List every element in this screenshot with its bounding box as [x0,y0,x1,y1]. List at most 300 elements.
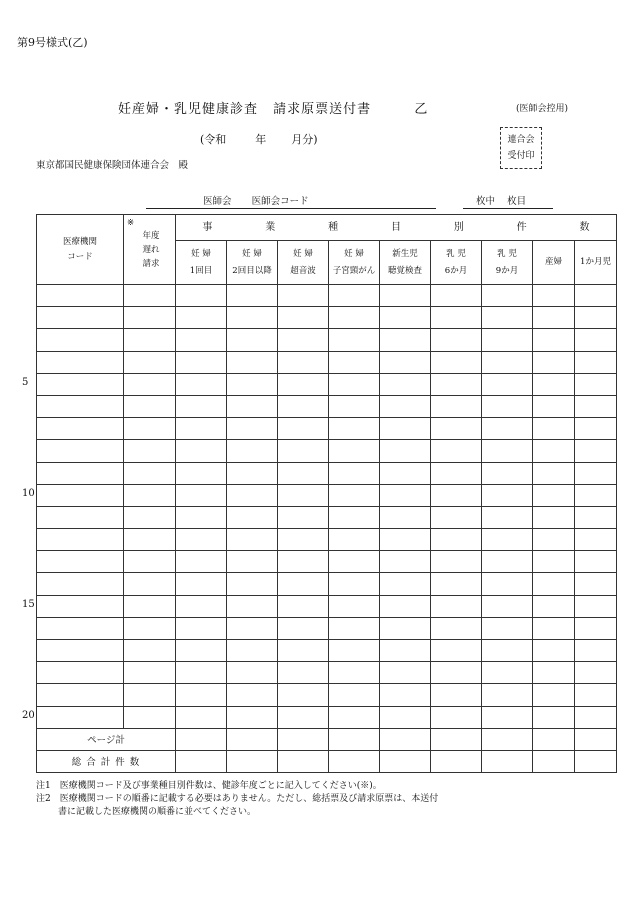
table-cell[interactable] [227,418,278,440]
table-cell[interactable] [124,462,176,484]
table-cell[interactable] [278,307,329,329]
table-cell[interactable] [37,484,124,506]
table-cell[interactable] [431,462,482,484]
total-cell[interactable] [575,728,617,750]
table-cell[interactable] [176,351,227,373]
table-cell[interactable] [380,573,431,595]
table-cell[interactable] [37,551,124,573]
association-code-label: 医師会コード [251,196,309,207]
table-cell[interactable] [176,617,227,639]
table-row [37,529,617,551]
category-line-1: 妊 婦 [293,248,313,259]
table-cell[interactable] [380,285,431,307]
table-cell[interactable] [124,529,176,551]
table-cell[interactable] [124,662,176,684]
table-cell[interactable] [124,395,176,417]
table-cell[interactable] [533,595,575,617]
table-cell[interactable] [482,285,533,307]
total-cell[interactable] [329,728,380,750]
table-cell[interactable] [227,307,278,329]
table-cell[interactable] [124,440,176,462]
table-cell[interactable] [533,551,575,573]
table-cell[interactable] [533,329,575,351]
table-cell[interactable] [37,529,124,551]
table-cell[interactable] [431,551,482,573]
table-cell[interactable] [329,551,380,573]
table-cell[interactable] [431,684,482,706]
table-cell[interactable] [329,706,380,728]
table-cell[interactable] [124,617,176,639]
table-cell[interactable] [278,662,329,684]
table-cell[interactable] [575,484,617,506]
total-cell[interactable] [431,728,482,750]
table-cell[interactable] [176,573,227,595]
table-row [37,351,617,373]
table-cell[interactable] [227,595,278,617]
table-cell[interactable] [278,640,329,662]
total-cell[interactable] [431,750,482,772]
table-cell[interactable] [380,373,431,395]
table-cell[interactable] [124,351,176,373]
total-cell[interactable] [533,750,575,772]
table-cell[interactable] [575,418,617,440]
table-cell[interactable] [533,440,575,462]
total-cell[interactable] [482,750,533,772]
table-cell[interactable] [482,706,533,728]
footnotes [36,780,596,819]
table-cell[interactable] [124,684,176,706]
table-cell[interactable] [227,484,278,506]
table-cell[interactable] [278,462,329,484]
note-1-text: 医療機関コード及び事業種目別件数は、健診年度ごとに記入してください(※)。 [59,781,382,791]
header-category-group [176,215,617,241]
category-line-1: 妊 婦 [344,248,364,259]
table-cell[interactable] [575,462,617,484]
table-cell[interactable] [431,573,482,595]
table-cell[interactable] [575,684,617,706]
table-cell[interactable] [124,373,176,395]
period-year-unit: 年 [255,133,267,146]
table-cell[interactable] [227,662,278,684]
total-cell[interactable] [278,750,329,772]
table-cell[interactable] [431,506,482,528]
table-cell[interactable] [278,706,329,728]
table-cell[interactable] [329,573,380,595]
group-header-char: 目 [390,222,401,233]
note-2-text-a: 医療機関コードの順番に記載する必要はありません。ただし、総括票及び請求原票は、本送付 [59,794,439,804]
group-header-char: 業 [265,222,276,233]
table-cell[interactable] [227,462,278,484]
table-cell[interactable] [124,595,176,617]
table-cell[interactable] [278,351,329,373]
table-cell[interactable] [176,329,227,351]
table-cell[interactable] [176,640,227,662]
table-cell[interactable] [380,307,431,329]
table-cell[interactable] [176,373,227,395]
table-row [37,506,617,528]
table-cell[interactable] [482,684,533,706]
table-cell[interactable] [482,551,533,573]
total-cell[interactable] [278,728,329,750]
table-row [37,484,617,506]
table-cell[interactable] [431,640,482,662]
table-cell[interactable] [227,617,278,639]
table-cell[interactable] [482,662,533,684]
total-cell[interactable] [533,728,575,750]
table-cell[interactable] [37,307,124,329]
table-cell[interactable] [380,706,431,728]
group-header-char: 種 [328,222,339,233]
table-row [37,684,617,706]
table-cell[interactable] [37,395,124,417]
table-cell[interactable] [482,484,533,506]
table-cell[interactable] [380,506,431,528]
table-cell[interactable] [278,529,329,551]
table-cell[interactable] [431,329,482,351]
table-cell[interactable] [37,595,124,617]
table-cell[interactable] [176,462,227,484]
table-cell[interactable] [176,484,227,506]
table-cell[interactable] [227,529,278,551]
grand-total-row [37,750,617,772]
table-cell[interactable] [575,506,617,528]
table-row [37,617,617,639]
category-line-1: 妊 婦 [242,248,262,259]
table-cell[interactable] [482,640,533,662]
header-category [329,241,380,285]
table-cell[interactable] [227,329,278,351]
table-cell[interactable] [176,706,227,728]
table-cell[interactable] [278,285,329,307]
table-cell[interactable] [575,573,617,595]
table-cell[interactable] [533,373,575,395]
table-cell[interactable] [329,462,380,484]
table-cell[interactable] [329,373,380,395]
table-cell[interactable] [533,640,575,662]
table-cell[interactable] [329,418,380,440]
table-cell[interactable] [278,484,329,506]
table-cell[interactable] [227,351,278,373]
table-cell[interactable] [227,395,278,417]
table-cell[interactable] [380,529,431,551]
row-number-15: 15 [22,599,35,610]
table-cell[interactable] [575,395,617,417]
table-cell[interactable] [278,418,329,440]
table-cell[interactable] [278,373,329,395]
table-cell[interactable] [176,285,227,307]
total-cell[interactable] [227,728,278,750]
total-cell[interactable] [227,750,278,772]
table-cell[interactable] [380,395,431,417]
group-header-char: 事 [202,222,213,233]
table-cell[interactable] [431,395,482,417]
table-cell[interactable] [482,573,533,595]
table-row [37,307,617,329]
table-cell[interactable] [124,285,176,307]
table-cell[interactable] [575,662,617,684]
table-cell[interactable] [176,684,227,706]
table-cell[interactable] [482,418,533,440]
table-cell[interactable] [176,506,227,528]
table-cell[interactable] [431,285,482,307]
table-cell[interactable] [533,706,575,728]
header-category [482,241,533,285]
table-header-row-1 [37,215,617,241]
table-cell[interactable] [329,506,380,528]
table-cell[interactable] [575,285,617,307]
table-row [37,573,617,595]
table-cell[interactable] [227,285,278,307]
table-row [37,329,617,351]
table-cell[interactable] [329,395,380,417]
table-cell[interactable] [482,395,533,417]
table-cell[interactable] [124,573,176,595]
group-header-char: 件 [516,222,527,233]
page-total-row [37,728,617,750]
table-cell[interactable] [575,329,617,351]
table-cell[interactable] [124,640,176,662]
stamp-line-1: 連合会 [507,135,535,145]
table-cell[interactable] [37,706,124,728]
category-line-1: 妊 婦 [191,248,211,259]
table-row [37,551,617,573]
category-line-2: 聴覚検査 [387,265,422,276]
table-cell[interactable] [482,529,533,551]
table-cell[interactable] [431,617,482,639]
table-cell[interactable] [431,373,482,395]
header-institution-code [37,215,124,285]
table-cell[interactable] [37,684,124,706]
table-cell[interactable] [533,573,575,595]
row-number-5: 5 [22,377,29,388]
table-cell[interactable] [431,307,482,329]
table-cell[interactable] [227,506,278,528]
table-cell[interactable] [124,551,176,573]
table-cell[interactable] [431,351,482,373]
table-cell[interactable] [380,462,431,484]
table-cell[interactable] [431,484,482,506]
sheet-total-suffix: 枚中 [476,196,496,207]
table-cell[interactable] [380,440,431,462]
table-cell[interactable] [329,595,380,617]
table-cell[interactable] [431,706,482,728]
table-cell[interactable] [37,662,124,684]
table-cell[interactable] [533,462,575,484]
table-cell[interactable] [227,684,278,706]
table-cell[interactable] [37,573,124,595]
table-cell[interactable] [482,506,533,528]
table-cell[interactable] [380,684,431,706]
table-cell[interactable] [176,529,227,551]
table-cell[interactable] [329,285,380,307]
table-cell[interactable] [380,351,431,373]
table-cell[interactable] [176,662,227,684]
table-cell[interactable] [329,617,380,639]
table-cell[interactable] [329,329,380,351]
table-cell[interactable] [124,506,176,528]
category-line-1: 1か月児 [580,257,611,267]
table-cell[interactable] [575,640,617,662]
table-cell[interactable] [329,440,380,462]
table-cell[interactable] [533,351,575,373]
table-cell[interactable] [533,529,575,551]
table-cell[interactable] [176,551,227,573]
table-cell[interactable] [431,595,482,617]
total-cell[interactable] [380,728,431,750]
table-cell[interactable] [575,551,617,573]
table-row [37,440,617,462]
table-cell[interactable] [380,662,431,684]
table-cell[interactable] [176,418,227,440]
total-cell[interactable] [575,750,617,772]
table-row [37,395,617,417]
category-line-1: 新生児 [392,248,418,259]
category-line-2: 超音波 [290,265,316,276]
table-cell[interactable] [278,595,329,617]
table-cell[interactable] [533,418,575,440]
group-header-char: 数 [579,222,590,233]
table-cell[interactable] [176,395,227,417]
sheet-count-line[interactable] [463,193,553,209]
table-cell[interactable] [278,617,329,639]
table-cell[interactable] [278,329,329,351]
table-cell[interactable] [533,662,575,684]
table-cell[interactable] [278,506,329,528]
table-cell[interactable] [533,506,575,528]
table-cell[interactable] [124,329,176,351]
table-cell[interactable] [227,706,278,728]
table-cell[interactable] [533,617,575,639]
table-cell[interactable] [227,640,278,662]
association-label: 医師会 [203,196,232,207]
table-cell[interactable] [176,307,227,329]
total-cell[interactable] [176,728,227,750]
table-row [37,706,617,728]
table-cell[interactable] [37,462,124,484]
category-line-2: 9か月 [495,265,519,276]
table-cell[interactable] [575,617,617,639]
table-cell[interactable] [124,484,176,506]
table-cell[interactable] [575,529,617,551]
stamp-line-2: 受付印 [507,151,535,161]
header-year-l3: 請求 [142,259,160,269]
category-line-2: 子宮頸がん [332,265,376,276]
table-cell[interactable] [329,640,380,662]
total-cell[interactable] [329,750,380,772]
total-cell[interactable] [482,728,533,750]
group-header-char: 別 [453,222,464,233]
table-cell[interactable] [380,617,431,639]
note-2 [36,793,596,806]
table-cell[interactable] [278,395,329,417]
table-cell[interactable] [37,351,124,373]
table-cell[interactable] [124,706,176,728]
table-cell[interactable] [575,373,617,395]
table-cell[interactable] [278,440,329,462]
table-cell[interactable] [278,684,329,706]
table-cell[interactable] [380,640,431,662]
table-cell[interactable] [37,285,124,307]
table-cell[interactable] [431,529,482,551]
table-cell[interactable] [482,351,533,373]
usage-note: (医師会控用) [516,104,569,114]
table-cell[interactable] [380,595,431,617]
period-open: (令和 [200,133,227,146]
table-cell[interactable] [37,640,124,662]
table-cell[interactable] [37,373,124,395]
table-cell[interactable] [431,418,482,440]
table-cell[interactable] [380,551,431,573]
table-cell[interactable] [575,307,617,329]
table-cell[interactable] [329,529,380,551]
table-cell[interactable] [533,307,575,329]
header-mark: ※ [127,218,135,228]
table-cell[interactable] [329,684,380,706]
header-category [575,241,617,285]
table-cell[interactable] [380,329,431,351]
table-cell[interactable] [482,440,533,462]
table-cell[interactable] [329,484,380,506]
table-cell[interactable] [533,285,575,307]
table-cell[interactable] [124,418,176,440]
table-cell[interactable] [227,551,278,573]
table-cell[interactable] [227,440,278,462]
total-cell[interactable] [380,750,431,772]
table-cell[interactable] [482,462,533,484]
table-cell[interactable] [176,440,227,462]
table-cell[interactable] [575,706,617,728]
table-cell[interactable] [482,595,533,617]
table-cell[interactable] [575,351,617,373]
category-line-2: 2回目以降 [232,265,272,276]
table-cell[interactable] [176,595,227,617]
table-cell[interactable] [124,307,176,329]
table-row [37,285,617,307]
category-line-2: 1回目 [189,265,213,276]
note-2-label: 注2 [36,794,51,804]
table-cell[interactable] [329,351,380,373]
table-cell[interactable] [482,617,533,639]
table-cell[interactable] [227,573,278,595]
table-cell[interactable] [380,418,431,440]
table-cell[interactable] [380,484,431,506]
table-cell[interactable] [533,484,575,506]
table-cell[interactable] [533,395,575,417]
table-cell[interactable] [329,662,380,684]
table-cell[interactable] [482,373,533,395]
table-cell[interactable] [278,551,329,573]
table-cell[interactable] [329,307,380,329]
table-cell[interactable] [278,573,329,595]
table-cell[interactable] [575,440,617,462]
table-cell[interactable] [37,418,124,440]
table-cell[interactable] [575,595,617,617]
table-cell[interactable] [37,617,124,639]
table-cell[interactable] [533,684,575,706]
association-line[interactable] [146,193,436,209]
total-cell[interactable] [176,750,227,772]
table-cell[interactable] [482,329,533,351]
table-cell[interactable] [37,329,124,351]
category-line-1: 乳 児 [497,248,517,259]
table-cell[interactable] [482,307,533,329]
table-cell[interactable] [431,662,482,684]
table-cell[interactable] [227,373,278,395]
table-cell[interactable] [431,440,482,462]
table-cell[interactable] [37,506,124,528]
table-row [37,662,617,684]
table-cell[interactable] [37,440,124,462]
